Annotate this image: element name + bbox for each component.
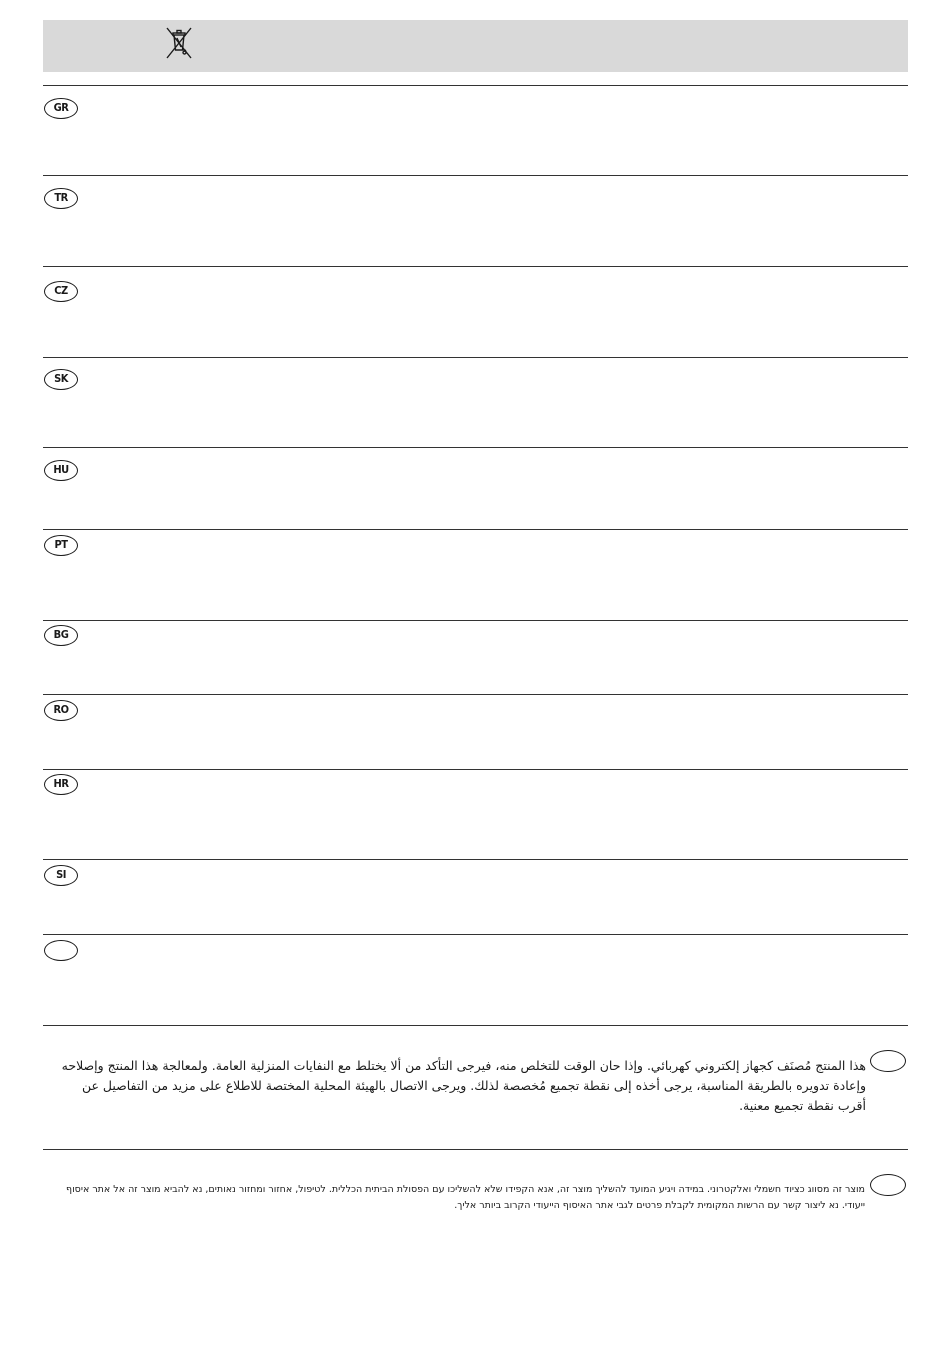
- language-badge-si: SI: [44, 865, 78, 886]
- language-badge-hr: HR: [44, 774, 78, 795]
- divider-5: [43, 529, 908, 530]
- divider-7: [43, 694, 908, 695]
- divider-8: [43, 769, 908, 770]
- language-badge-hu: HU: [44, 460, 78, 481]
- divider-11: [43, 1025, 908, 1026]
- arabic-disposal-text: هذا المنتج مُصنَف كجهاز إلكتروني كهربائي. وإذا حان الوقت للتخلص منه، فيرجى التأكد من ألا يختلط مع النفايات المنزلية العامة. ولمعالجة هذا المنتج وإصلاحه وإعادة تدويره بالطريقة المناسبة، يرجى أخذه إلى نقطة تجميع مُخصصة لذلك. ويرجى الاتصال بالهيئة المحلية المختصة للاطلاع على مزيد من التفاصيل عن أقرب نقطة تجميع معنية.: [61, 1058, 866, 1113]
- language-badge-sk: SK: [44, 369, 78, 390]
- divider-2: [43, 266, 908, 267]
- language-badge-blank: [44, 940, 78, 961]
- divider-1: [43, 175, 908, 176]
- language-badge-bg: BG: [44, 625, 78, 646]
- header-bar: [43, 20, 908, 72]
- language-badge-hebrew: [870, 1174, 906, 1196]
- divider-0: [43, 85, 908, 86]
- language-badge-ro: RO: [44, 700, 78, 721]
- language-badge-arabic: [870, 1050, 906, 1072]
- language-badge-cz: CZ: [44, 281, 78, 302]
- divider-10: [43, 934, 908, 935]
- language-badge-gr: GR: [44, 98, 78, 119]
- hebrew-disposal-text: מוצר זה מסווג כציוד חשמלי ואלקטרוני. במידה ויגיע המועד להשליך מוצר זה, אנא הקפידו שלא להשליכו עם הפסולת הביתית הכללית. לטיפול, אחזור ומחזור נאותים, נא להביא מוצר זה אל אתר איסוף ייעודי. נא ליצור קשר עם הרשות המקומית לקבלת פרטים לגבי אתר האיסוף הייעודי הקרוב ביותר אליך.: [66, 1184, 865, 1211]
- language-badge-pt: PT: [44, 535, 78, 556]
- divider-6: [43, 620, 908, 621]
- divider-4: [43, 447, 908, 448]
- divider-12: [43, 1149, 908, 1150]
- language-badge-tr: TR: [44, 188, 78, 209]
- divider-9: [43, 859, 908, 860]
- crossed-out-wheelie-bin-icon: [163, 26, 195, 60]
- divider-3: [43, 357, 908, 358]
